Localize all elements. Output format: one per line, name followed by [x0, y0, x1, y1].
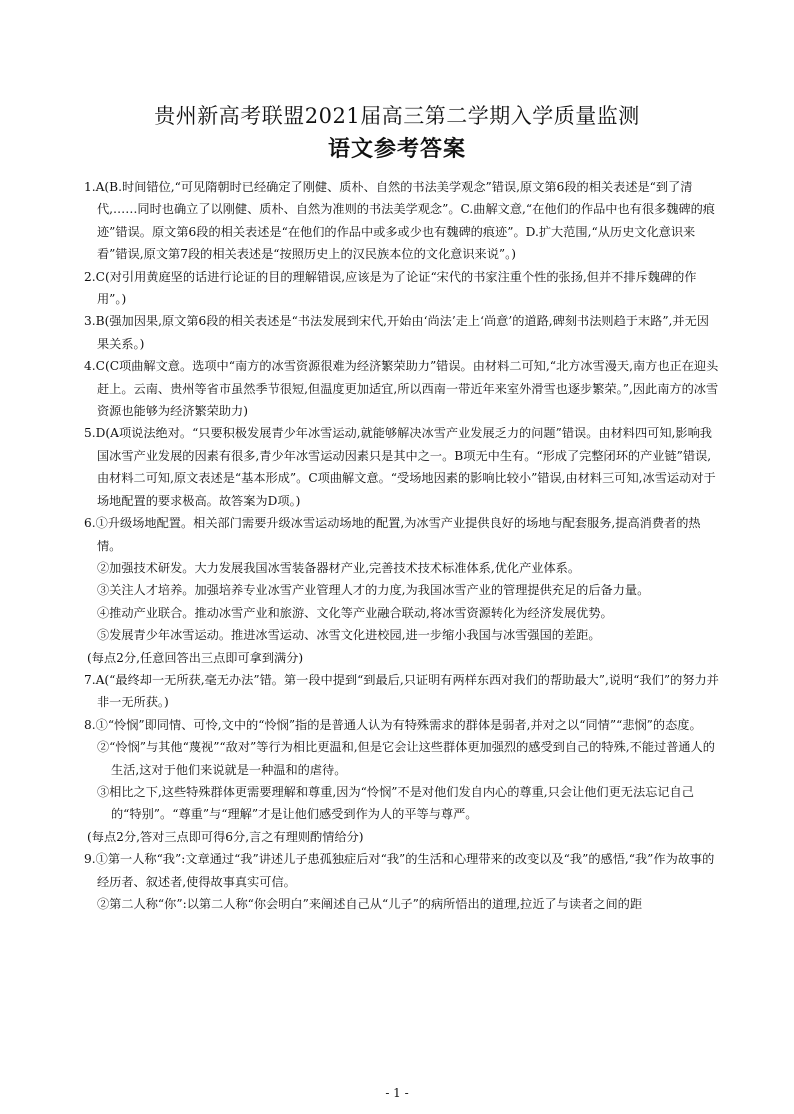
answer-2: 2.C(对引用黄庭坚的话进行论证的目的理解错误,应该是为了论证“宋代的书家注重个性的张扬,但并不排斥魏碑的作用”。): [84, 269, 697, 307]
answer-8-scoring-note: (每点2分,答对三点即可得6分,言之有理则酌情给分): [87, 829, 364, 844]
answer-6-point-5-text: ⑤发展青少年冰雪运动。推进冰雪运动、冰雪文化进校园,进一步缩小我国与冰雪强国的差距。: [97, 628, 601, 643]
answer-1: 1.A(B.时间错位,“可见隋朝时已经确定了刚健、质朴、自然的书法美学观念”错误,原文第6段的相关表述是“到了清代,……同时也确立了以刚健、质朴、自然为准则的书法美学观念”。C.曲解文意,“在他们的作品中也有很多魏碑的痕迹”错误。原文第6段的相关表述是“在他们的作品中或多或少也有魏碑的痕迹”。D.扩大范围,“从历史文化意识来看”错误,原文第7段的相关表述是“按照历史上的汉民族本位的文化意识来说”。): [84, 180, 715, 262]
answer-3: 3.B(强加因果,原文第6段的相关表述是“书法发展到宋代,开始由‘尚法’走上‘尚意’的道路,碑刻书法则趋于末路”,并无因果关系。): [84, 314, 709, 351]
answer-8-point-2-text: ②“怜悯”与其他“蔑视”“敌对”等行为相比更温和,但是它会让这些群体更加强烈的感受到自己的特殊,不能过普通人的生活,这对于他们来说就是一种温和的虐待。: [97, 740, 715, 777]
answer-5: 5.D(A项说法绝对。“只要积极发展青少年冰雪运动,就能够解决冰雪产业发展乏力的问题”错误。由材料四可知,影响我国冰雪产业发展的因素有很多,青少年冰雪运动因素只是其中之一。B项无中生有。“形成了完整闭环的产业链”错误,由材料二可知,原文表述是“基本形成”。C项曲解文意。“受场地因素的影响比较小”错误,由材料三可知,冰雪运动对于场地配置的要求极高。故答案为D项。): [84, 426, 716, 508]
answer-9-point-2-text: ②第二人称“你”:以第二人称“你会明白”来阐述自己从“儿子”的病所悟出的道理,拉近了与读者之间的距: [97, 897, 643, 911]
document-title: 贵州新高考联盟2021届高三第二学期入学质量监测: [154, 104, 640, 128]
answer-content: [84, 176, 720, 915]
answer-6-point-3-text: ③关注人才培养。加强培养专业冰雪产业管理人才的力度,为我国冰雪产业的管理提供充足的后备力量。: [97, 583, 650, 598]
answer-8-point-3: [84, 781, 720, 826]
answer-4: 4.C(C项曲解文意。选项中“南方的冰雪资源很难为经济繁荣助力”错误。由材料二可知,“北方冰雪漫天,南方也正在迎头赶上。云南、贵州等省市虽然季节很短,但温度更加适宜,所以西南一带近年来室外滑雪也逐步繁荣。”,因此南方的冰雪资源也能够为经济繁荣助力): [84, 359, 719, 419]
answer-6-point-3: [84, 579, 720, 601]
answer-9-point-1: 9.①第一人称“我”:文章通过“我”讲述儿子患孤独症后对“我”的生活和心理带来的改变以及“我”的感悟,“我”作为故事的经历者、叙述者,使得故事真实可信。: [84, 852, 715, 889]
answer-8-point-3-text: ③相比之下,这些特殊群体更需要理解和尊重,因为“怜悯”不是对他们发自内心的尊重,只会让他们更无法忘记自己的“特别”。“尊重”与“理解”才是让他们感受到作为人的平等与尊严。: [97, 784, 694, 822]
document-subtitle: 语文参考答案: [327, 137, 466, 162]
page-number: - 1 -: [385, 1086, 409, 1100]
answer-7: 7.A(“最终却一无所获,毫无办法”错。第一段中提到“到最后,只证明有两样东西对我们的帮助最大”,说明“我们”的努力并非一无所获。): [84, 672, 719, 710]
answer-6-point-5: [84, 624, 720, 646]
answer-8-point-1: 8.①“怜悯”即同情、可怜,文中的“怜悯”指的是普通人认为有特殊需求的群体是弱者,并对之以“同情”“悲悯”的态度。: [84, 717, 702, 732]
answer-8-point-2: [84, 736, 720, 781]
answer-6-point-1: 6.①升级场地配置。相关部门需要升级冰雪运动场地的配置,为冰雪产业提供良好的场地与配套服务,提高消费者的热情。: [84, 516, 701, 553]
answer-6-point-4: [84, 602, 720, 624]
answer-6-point-2-text: ②加强技术研发。大力发展我国冰雪装备器材产业,完善技术技术标准体系,优化产业体系。: [97, 560, 581, 575]
answer-9-point-2: [84, 893, 720, 915]
answer-6-point-2: [84, 557, 720, 579]
answer-6-scoring-note: (每点2分,任意回答出三点即可拿到满分): [87, 650, 304, 665]
answer-6-point-4-text: ④推动产业联合。推动冰雪产业和旅游、文化等产业融合联动,将冰雪资源转化为经济发展优势。: [97, 605, 613, 620]
